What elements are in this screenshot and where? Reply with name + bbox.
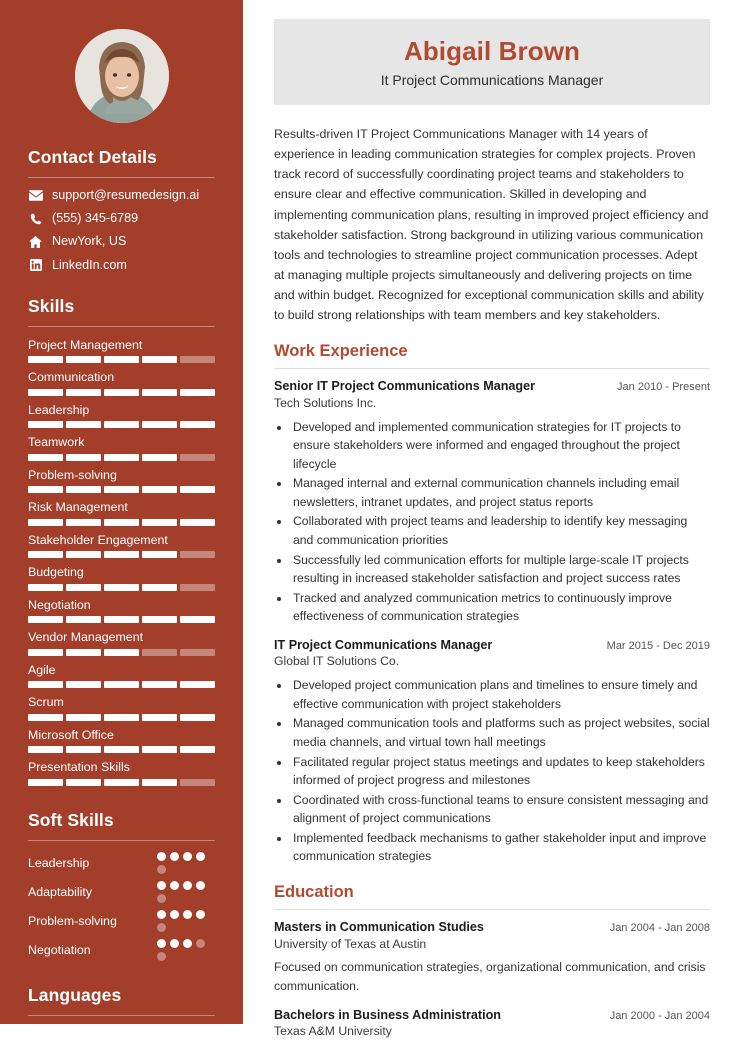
- skill-level-bar: [28, 714, 215, 721]
- contact-item-phone: [28, 212, 215, 225]
- skill-bar-segment: [142, 421, 177, 428]
- company-name: Global IT Solutions Co.: [274, 654, 400, 669]
- contact-item-location: [28, 235, 215, 248]
- languages-divider: [28, 1015, 215, 1016]
- skill-level-bar: [28, 356, 215, 363]
- skill-bar-segment: [66, 551, 101, 558]
- skill-bar-segment: [104, 389, 139, 396]
- skill-bar-segment: [66, 681, 101, 688]
- rating-dot: [170, 910, 179, 919]
- skill-bar-segment: [28, 551, 63, 558]
- work-experience-entry: [274, 379, 710, 626]
- skill-bar-segment: [28, 746, 63, 753]
- skill-bar-segment: [104, 551, 139, 558]
- skill-item: [28, 533, 215, 559]
- skill-bar-segment: [28, 681, 63, 688]
- skill-bar-segment: [28, 486, 63, 493]
- rating-dot: [157, 894, 166, 903]
- phone-icon: [28, 213, 43, 225]
- skill-item: [28, 468, 215, 494]
- skill-bar-segment: [66, 389, 101, 396]
- skill-item: [28, 598, 215, 624]
- skill-bar-segment: [28, 421, 63, 428]
- responsibility-item: • Implemented feedback mechanisms to gather stakeholder input and improve communication strategies: [291, 829, 710, 866]
- skill-bar-segment: [104, 421, 139, 428]
- education-list: [274, 920, 710, 1040]
- skill-level-bar: [28, 649, 215, 656]
- skill-bar-segment: [142, 779, 177, 786]
- rating-dot: [196, 939, 205, 948]
- skill-item: [28, 435, 215, 461]
- skill-bar-segment: [104, 486, 139, 493]
- skill-bar-segment: [104, 746, 139, 753]
- skill-bar-segment: [180, 421, 215, 428]
- skill-bar-segment: [142, 389, 177, 396]
- soft-skill-label: Negotiation: [28, 942, 91, 957]
- skill-bar-segment: [142, 551, 177, 558]
- skill-level-bar: [28, 454, 215, 461]
- education-entry: [274, 920, 710, 996]
- responsibility-item: • Facilitated regular project status meetings and updates to keep stakeholders informed of project progress and milestones: [291, 753, 710, 790]
- skill-item: [28, 403, 215, 429]
- rating-dot: [196, 910, 205, 919]
- entry-header: [274, 1008, 710, 1024]
- job-title: It Project Communications Manager: [380, 72, 604, 89]
- rating-dot: [157, 865, 166, 874]
- soft-skill-rating-dots: [157, 852, 215, 874]
- entry-header: [274, 638, 710, 654]
- skill-level-bar: [28, 389, 215, 396]
- rating-dot: [170, 939, 179, 948]
- rating-dot: [183, 881, 192, 890]
- work-experience-divider: [274, 368, 710, 369]
- skill-level-bar: [28, 681, 215, 688]
- skill-level-bar: [28, 421, 215, 428]
- contact-linkedin-value: LinkedIn.com: [52, 257, 127, 272]
- skill-bar-segment: [104, 454, 139, 461]
- soft-skill-label: Problem-solving: [28, 913, 117, 928]
- institution-name: University of Texas at Austin: [274, 936, 427, 951]
- contact-details-heading: Contact Details: [28, 147, 157, 167]
- skill-item: [28, 565, 215, 591]
- soft-skill-item: [28, 939, 215, 961]
- rating-dot: [157, 881, 166, 890]
- responsibility-item: • Developed and implemented communication strategies for IT projects to ensure stakeholders were informed and engaged throughout the project lifecycle: [291, 418, 710, 474]
- soft-skill-item: [28, 881, 215, 903]
- contact-phone-value: (555) 345-6789: [52, 211, 139, 226]
- rating-dot: [196, 881, 205, 890]
- skill-bar-segment: [66, 584, 101, 591]
- soft-skill-rating-dots: [157, 939, 215, 961]
- skill-label: Microsoft Office: [28, 727, 114, 742]
- skill-bar-segment: [180, 714, 215, 721]
- skill-bar-segment: [180, 551, 215, 558]
- skill-bar-segment: [66, 616, 101, 623]
- skill-bar-segment: [66, 421, 101, 428]
- contact-divider: [28, 177, 215, 178]
- work-experience-heading: Work Experience: [274, 342, 408, 361]
- languages-list: [28, 1027, 215, 1048]
- skill-bar-segment: [142, 584, 177, 591]
- rating-dot: [157, 939, 166, 948]
- skill-bar-segment: [180, 454, 215, 461]
- soft-skills-list: [28, 852, 215, 961]
- skill-bar-segment: [180, 486, 215, 493]
- skill-label: Negotiation: [28, 597, 91, 612]
- skill-level-bar: [28, 486, 215, 493]
- skill-item: [28, 500, 215, 526]
- skill-label: Problem-solving: [28, 467, 117, 482]
- skills-list: [28, 338, 215, 786]
- skill-label: Agile: [28, 662, 56, 677]
- language-tag: English: [28, 1027, 86, 1048]
- skill-bar-segment: [28, 714, 63, 721]
- skill-bar-segment: [66, 649, 101, 656]
- contact-location-value: NewYork, US: [52, 234, 127, 249]
- skill-bar-segment: [28, 779, 63, 786]
- skill-bar-segment: [28, 616, 63, 623]
- home-icon: [28, 236, 43, 248]
- skill-level-bar: [28, 616, 215, 623]
- skill-bar-segment: [28, 356, 63, 363]
- skill-item: [28, 630, 215, 656]
- soft-skill-item: [28, 852, 215, 874]
- skill-label: Communication: [28, 370, 115, 385]
- skill-bar-segment: [104, 616, 139, 623]
- contact-item-linkedin: [28, 259, 215, 272]
- degree-title: Masters in Communication Studies: [274, 919, 484, 934]
- skill-bar-segment: [66, 486, 101, 493]
- soft-skill-item: [28, 910, 215, 932]
- degree-title: Bachelors in Business Administration: [274, 1007, 501, 1022]
- avatar-container: [0, 0, 243, 123]
- soft-skill-label: Adaptability: [28, 884, 93, 899]
- skill-label: Risk Management: [28, 500, 128, 515]
- skill-bar-segment: [180, 356, 215, 363]
- contact-email-value: support@resumedesign.ai: [52, 188, 200, 202]
- soft-skill-rating-dots: [157, 881, 215, 903]
- skill-label: Scrum: [28, 695, 64, 710]
- rating-dot: [170, 852, 179, 861]
- rating-dot: [157, 952, 166, 961]
- skill-label: Vendor Management: [28, 630, 144, 645]
- institution-name: Texas A&M University: [274, 1024, 392, 1039]
- responsibility-item: • Managed communication tools and platforms such as project websites, social media channels, and virtual town hall meetings: [291, 714, 710, 751]
- rating-dot: [157, 923, 166, 932]
- responsibility-item: • Developed project communication plans and timelines to ensure timely and effective communication with project stakeholders: [291, 676, 710, 713]
- work-experience-list: [274, 379, 710, 866]
- education-entry: [274, 1008, 710, 1041]
- skill-item: [28, 728, 215, 754]
- rating-dot: [183, 939, 192, 948]
- skill-bar-segment: [180, 649, 215, 656]
- sidebar: [0, 0, 243, 1044]
- skill-level-bar: [28, 584, 215, 591]
- skill-label: Leadership: [28, 402, 90, 417]
- responsibility-list: [274, 418, 710, 626]
- rating-dot: [183, 852, 192, 861]
- skill-item: [28, 695, 215, 721]
- skill-label: Presentation Skills: [28, 760, 130, 775]
- soft-skills-divider: [28, 840, 215, 841]
- education-date-range: Jan 2004 - Jan 2008: [609, 921, 710, 934]
- skill-bar-segment: [180, 746, 215, 753]
- avatar-photo-icon: [75, 29, 169, 123]
- skill-bar-segment: [142, 681, 177, 688]
- skill-bar-segment: [66, 746, 101, 753]
- skill-bar-segment: [104, 584, 139, 591]
- contact-item-email: [28, 189, 215, 202]
- soft-skills-heading: Soft Skills: [28, 809, 114, 830]
- rating-dot: [157, 852, 166, 861]
- skill-bar-segment: [142, 616, 177, 623]
- entry-header: [274, 379, 710, 395]
- skill-bar-segment: [28, 584, 63, 591]
- name-card: [274, 19, 710, 105]
- skill-level-bar: [28, 519, 215, 526]
- soft-skill-rating-dots: [157, 910, 215, 932]
- skill-bar-segment: [104, 779, 139, 786]
- email-icon: [28, 190, 43, 201]
- work-experience-entry: [274, 638, 710, 866]
- skill-bar-segment: [142, 454, 177, 461]
- skill-bar-segment: [180, 519, 215, 526]
- skill-bar-segment: [104, 681, 139, 688]
- language-tag: Spanish: [92, 1027, 154, 1048]
- job-position-title: Senior IT Project Communications Manager: [274, 379, 536, 394]
- rating-dot: [183, 910, 192, 919]
- skill-bar-segment: [142, 356, 177, 363]
- soft-skill-label: Leadership: [28, 855, 90, 870]
- skill-bar-segment: [180, 616, 215, 623]
- contact-list: [28, 189, 215, 272]
- skill-bar-segment: [142, 486, 177, 493]
- skill-bar-segment: [28, 519, 63, 526]
- skills-divider: [28, 326, 215, 327]
- job-date-range: Mar 2015 - Dec 2019: [606, 639, 710, 652]
- education-heading: Education: [274, 882, 354, 901]
- job-position-title: IT Project Communications Manager: [274, 637, 493, 652]
- skill-label: Project Management: [28, 337, 143, 352]
- responsibility-item: • Managed internal and external communication channels including email newsletters, intranet updates, and project status reports: [291, 474, 710, 511]
- skill-item: [28, 663, 215, 689]
- skill-bar-segment: [66, 454, 101, 461]
- skill-bar-segment: [142, 649, 177, 656]
- skill-bar-segment: [104, 519, 139, 526]
- skill-item: [28, 370, 215, 396]
- company-name: Tech Solutions Inc.: [274, 395, 377, 410]
- skill-item: [28, 338, 215, 364]
- skill-bar-segment: [66, 519, 101, 526]
- rating-dot: [196, 852, 205, 861]
- skill-bar-segment: [180, 584, 215, 591]
- responsibility-item: • Collaborated with project teams and leadership to identify key messaging and communication priorities: [291, 512, 710, 549]
- main-column: [243, 0, 730, 1039]
- linkedin-icon: [28, 259, 43, 271]
- languages-heading: Languages: [28, 984, 122, 1005]
- skill-bar-segment: [28, 649, 63, 656]
- skill-bar-segment: [180, 779, 215, 786]
- skill-label: Budgeting: [28, 565, 84, 580]
- skill-bar-segment: [66, 779, 101, 786]
- skill-bar-segment: [104, 714, 139, 721]
- education-description: Focused on communication strategies, organizational communication, and crisis communication.: [274, 960, 706, 993]
- skill-bar-segment: [104, 649, 139, 656]
- skills-heading: Skills: [28, 295, 75, 316]
- skill-bar-segment: [28, 389, 63, 396]
- job-date-range: Jan 2010 - Present: [617, 381, 710, 394]
- skill-level-bar: [28, 779, 215, 786]
- entry-header: [274, 920, 710, 936]
- responsibility-list: [274, 676, 710, 865]
- education-date-range: Jan 2000 - Jan 2004: [609, 1009, 710, 1022]
- skill-bar-segment: [66, 356, 101, 363]
- responsibility-item: • Successfully led communication efforts for multiple large-scale IT projects resulting in increased stakeholder satisfaction and project success rates: [291, 551, 710, 588]
- skill-item: [28, 760, 215, 786]
- education-divider: [274, 909, 710, 910]
- skill-bar-segment: [66, 714, 101, 721]
- skill-bar-segment: [180, 389, 215, 396]
- rating-dot: [157, 910, 166, 919]
- skill-bar-segment: [104, 356, 139, 363]
- skill-label: Teamwork: [28, 435, 85, 450]
- skill-bar-segment: [142, 746, 177, 753]
- skill-bar-segment: [142, 714, 177, 721]
- skill-label: Stakeholder Engagement: [28, 532, 168, 547]
- skill-bar-segment: [28, 454, 63, 461]
- skill-bar-segment: [180, 681, 215, 688]
- responsibility-item: • Coordinated with cross-functional teams to ensure consistent messaging and alignment of project communications: [291, 791, 710, 828]
- skill-level-bar: [28, 551, 215, 558]
- skill-bar-segment: [142, 519, 177, 526]
- rating-dot: [170, 881, 179, 890]
- avatar: [75, 29, 169, 123]
- page-title: Abigail Brown: [403, 36, 581, 66]
- responsibility-item: • Tracked and analyzed communication metrics to continuously improve effectiveness of communication strategies: [291, 589, 710, 626]
- skill-level-bar: [28, 746, 215, 753]
- professional-summary: Results-driven IT Project Communications Manager with 14 years of experience in leading communication strategies for complex projects. Proven track record of successfully coordinating project teams and stakeholders to ensure clear and effective communication. Skilled in developing and implementing communication plans, resulting in improved project efficiency and stakeholder satisfaction. Strong background in utilizing various communication tools and technologies to streamline project communication processes. Adept at managing multiple projects simultaneously and delivering projects on time and within budget. Recognized for exceptional communication skills and ability to build strong relationships with team members and key stakeholders.: [274, 127, 709, 323]
